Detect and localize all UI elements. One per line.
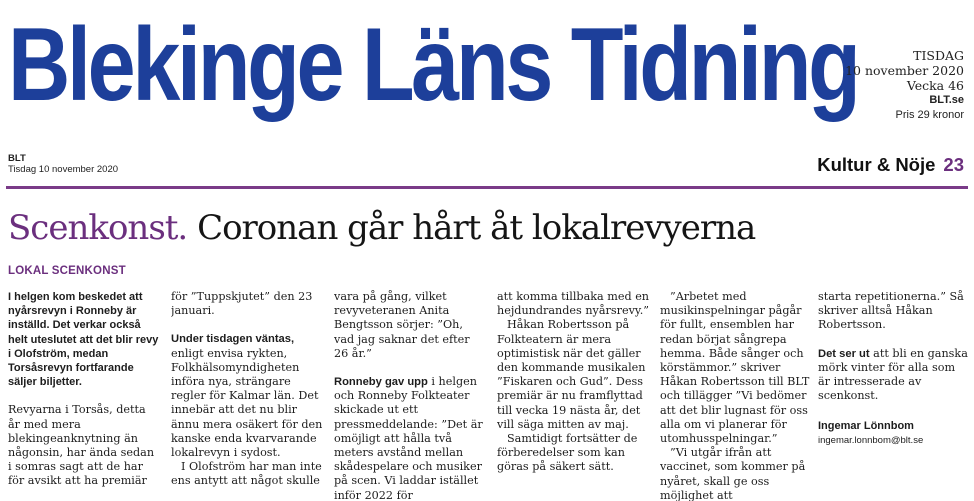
body-paragraph: vara på gång, vilket revyveteranen Anita Bengtsson sörjer: ”Oh, vad jag saknar det efter 26 år.” — [334, 290, 470, 360]
website-link[interactable]: BLT.se — [929, 94, 964, 106]
body-paragraph — [334, 375, 486, 501]
article-column-1 — [8, 290, 160, 501]
paragraph-text: i helgen och Ronneby Folkteater skickade ut ett pressmeddelande: ”Det är omöjligt att hålla två meters avstånd mellan skådespelare och musiker på scen. Vi laddar istället inför 2022 för — [334, 375, 483, 501]
body-paragraph: ”Vi utgår ifrån att vaccinet, som kommer på nyåret, skall ge oss möjlighet att — [660, 446, 806, 501]
page-header-left — [8, 153, 118, 175]
issue-price: Pris 29 kronor — [895, 109, 964, 121]
body-paragraph: Revyarna i Torsås, detta år med mera blekingeanknytning än någonsin, har ända sedan i somras sagt att de har för avsikt att ha premiär — [8, 403, 155, 488]
page-number: 23 — [943, 154, 964, 175]
paragraph-lead-in: Under tisdagen väntas, — [171, 333, 295, 346]
issue-weekday: TISDAG — [913, 48, 964, 63]
article-column-4 — [497, 290, 649, 501]
article-rubric: LOKAL SCENKONST — [8, 265, 126, 277]
paragraph-text: att bli en ganska mörk vinter för alla som är intresserade av scenkonst. — [818, 346, 968, 403]
section-name: Kultur & Nöje — [817, 154, 936, 175]
article-column-2 — [171, 290, 323, 501]
paragraph-lead-in: Det ser ut — [818, 347, 870, 360]
article-lead: I helgen kom beskedet att nyårsrevyn i Ronneby är inställd. Det verkar också helt uteslutet att det blir revy i Olofström, medan Torsåsrevyn fortfarande säljer biljetter. — [8, 291, 159, 389]
issue-info — [834, 48, 964, 123]
paper-name: BLT — [8, 153, 26, 164]
body-paragraph: för ”Tuppskjutet” den 23 januari. — [171, 290, 313, 318]
section-rule — [6, 186, 968, 189]
article-column-6 — [818, 290, 968, 501]
article-column-5 — [660, 290, 812, 501]
issue-date: 10 november 2020 — [845, 63, 964, 78]
article-headline — [8, 200, 968, 256]
issue-week: Vecka 46 — [906, 78, 964, 93]
body-paragraph: I Olofström har man inte ens antytt att något skulle — [171, 460, 322, 488]
author-name: Ingemar Lönnbom — [818, 420, 914, 433]
body-paragraph — [818, 347, 968, 404]
page-header-right — [817, 154, 964, 176]
masthead-title: Blekinge Läns Tidning — [8, 7, 858, 123]
body-paragraph: att komma tillbaka med en hejdundrandes nyårsrevy.” — [497, 290, 649, 318]
body-paragraph: ”Arbetet med musikinspelningar pågår för fullt, ensemblen har redan börjat sångrepa hemma. Både sånger och körstämmor.” skriver Håkan Robertsson till BLT och tillägger ”Vi bedömer att det blir lugnast för oss alla om vi planerar för utomhusspelningar.” — [660, 290, 810, 446]
body-paragraph: starta repetitionerna.” Så skriver alltså Håkan Robertsson. — [818, 290, 964, 332]
headline-text: Coronan går hårt åt lokalrevyerna — [197, 208, 756, 248]
paragraph-text: enligt envisa rykten, Folkhälsomyndigheten införa nya, strängare regler för Kalmar län. Det innebär att det nu blir ännu mera osäkert för den kanske enda kvarvarande lokalrevyn i sydost. — [171, 346, 323, 460]
page-date: Tisdag 10 november 2020 — [8, 164, 119, 175]
headline-kicker: Scenkonst. — [8, 208, 188, 248]
body-paragraph — [171, 332, 323, 460]
article-column-3 — [334, 290, 486, 501]
paragraph-lead-in: Ronneby gav upp — [334, 376, 428, 389]
body-paragraph: Samtidigt fortsätter de förberedelser som kan göras på säkert sätt. — [497, 432, 638, 474]
body-paragraph: Håkan Robertsson på Folkteatern är mera optimistisk när det gäller den kommande musikalen ”Fiskaren och Gud”. Dess premiär är nu framflyttad till vecka 19 nästa år, det vill säga mitten av maj. — [497, 318, 646, 431]
author-email[interactable]: ingemar.lonnbom@blt.se — [818, 434, 924, 446]
